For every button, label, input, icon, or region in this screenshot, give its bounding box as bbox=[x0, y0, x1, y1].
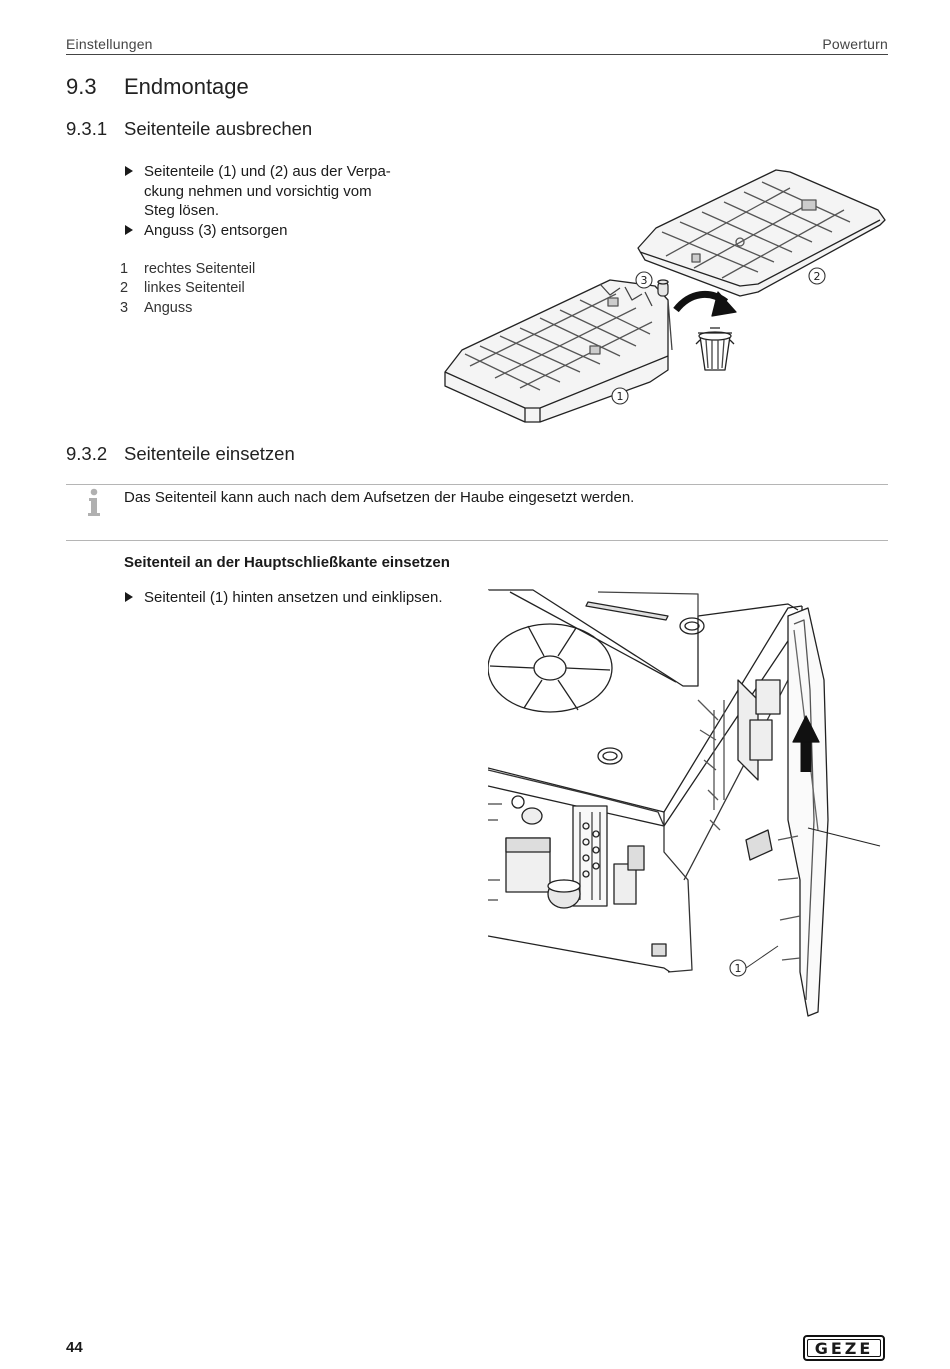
figure-side-panels-breakout bbox=[440, 160, 890, 430]
step-insert-side-panel bbox=[125, 588, 443, 608]
step-line: Anguss (3) entsorgen bbox=[144, 222, 288, 239]
subsection-1-title: Seitenteile ausbrechen bbox=[124, 118, 313, 139]
legend-number: 2 bbox=[120, 280, 129, 296]
note-top-rule bbox=[66, 484, 888, 485]
figure-insert-side-panel bbox=[488, 580, 883, 1020]
bullet-triangle-icon bbox=[125, 225, 133, 235]
bullet-triangle-icon bbox=[125, 592, 133, 602]
note-bottom-rule bbox=[66, 540, 888, 541]
legend-text: Anguss bbox=[144, 300, 193, 316]
step-remove-side-panels bbox=[125, 162, 391, 221]
callout-label: 1 bbox=[616, 390, 624, 403]
housing-illustration bbox=[488, 580, 883, 1020]
page-number: 44 bbox=[66, 1339, 83, 1356]
section-title: Endmontage bbox=[124, 74, 249, 99]
step-line: Seitenteil (1) hinten ansetzen und einklipsen. bbox=[144, 589, 443, 606]
legend-number: 3 bbox=[120, 300, 129, 316]
legend-text: rechtes Seitenteil bbox=[144, 261, 256, 277]
step-line: Seitenteile (1) und (2) aus der Verpa- bbox=[144, 163, 391, 180]
bullet-triangle-icon bbox=[125, 166, 133, 176]
note-text: Das Seitenteil kann auch nach dem Aufsetzen der Haube eingesetzt werden. bbox=[124, 489, 635, 506]
legend-text: linkes Seitenteil bbox=[144, 280, 245, 296]
subsection-2-title: Seitenteile einsetzen bbox=[124, 443, 295, 464]
logo-text: GEZE bbox=[807, 1339, 881, 1357]
callout-label: 1 bbox=[734, 962, 742, 975]
geze-logo bbox=[803, 1335, 885, 1361]
header-chapter: Einstellungen bbox=[66, 36, 153, 52]
step-line: Steg lösen. bbox=[144, 202, 220, 219]
info-icon bbox=[85, 488, 103, 518]
callout-label: 2 bbox=[813, 270, 821, 283]
step-line: ckung nehmen und vorsichtig vom bbox=[144, 182, 372, 200]
section-number: 9.3 bbox=[66, 74, 97, 99]
subsection-1-number: 9.3.1 bbox=[66, 118, 108, 139]
side-panels-illustration bbox=[440, 160, 890, 430]
procedure-title: Seitenteil an der Hauptschließkante einsetzen bbox=[124, 554, 450, 571]
header-product: Powerturn bbox=[822, 36, 888, 52]
callout-label: 3 bbox=[640, 274, 648, 287]
legend-number: 1 bbox=[120, 261, 129, 277]
step-dispose-sprue bbox=[125, 221, 287, 241]
subsection-2-number: 9.3.2 bbox=[66, 443, 108, 464]
header-divider bbox=[66, 54, 888, 55]
